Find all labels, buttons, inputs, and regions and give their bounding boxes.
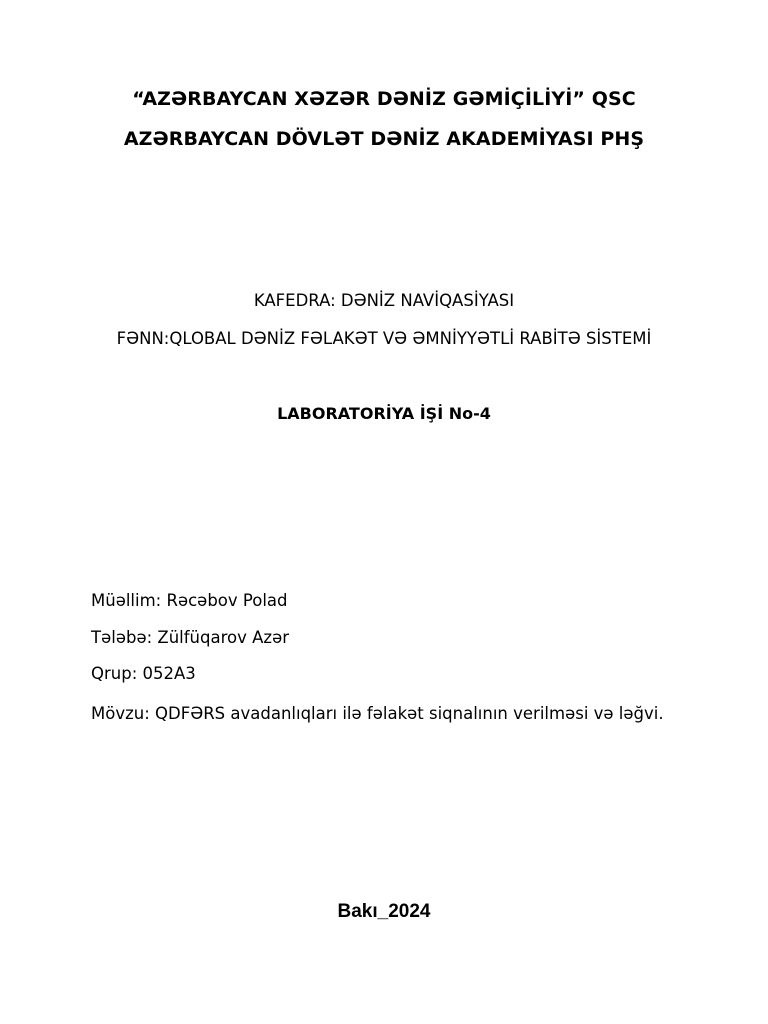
place-year: Bakı_2024 — [337, 901, 431, 922]
teacher-line: Müəllim: Rəcəbov Polad — [91, 591, 288, 610]
student-line: Tələbə: Zülfüqarov Azər — [91, 628, 289, 647]
subject-line: FƏNN:QLOBAL DƏNİZ FƏLAKƏT VƏ ƏMNİYYƏTLİ RABİTƏ SİSTEMİ — [116, 329, 652, 348]
lab-title: LABORATORİYA İŞİ No-4 — [277, 404, 491, 423]
group-line: Qrup: 052A3 — [91, 664, 196, 683]
department-line: KAFEDRA: DƏNİZ NAVİQASİYASI — [253, 291, 515, 310]
topic-line: Mövzu: QDFƏRS avadanlıqları ilə fəlakət siqnalının verilməsi və ləğvi. — [91, 704, 664, 723]
academy-title: AZƏRBAYCAN DÖVLƏT DƏNİZ AKADEMİYASI PHŞ — [123, 128, 645, 150]
company-title: “AZƏRBAYCAN XƏZƏR DƏNİZ GƏMİÇİLİYİ” QSC — [132, 88, 636, 110]
